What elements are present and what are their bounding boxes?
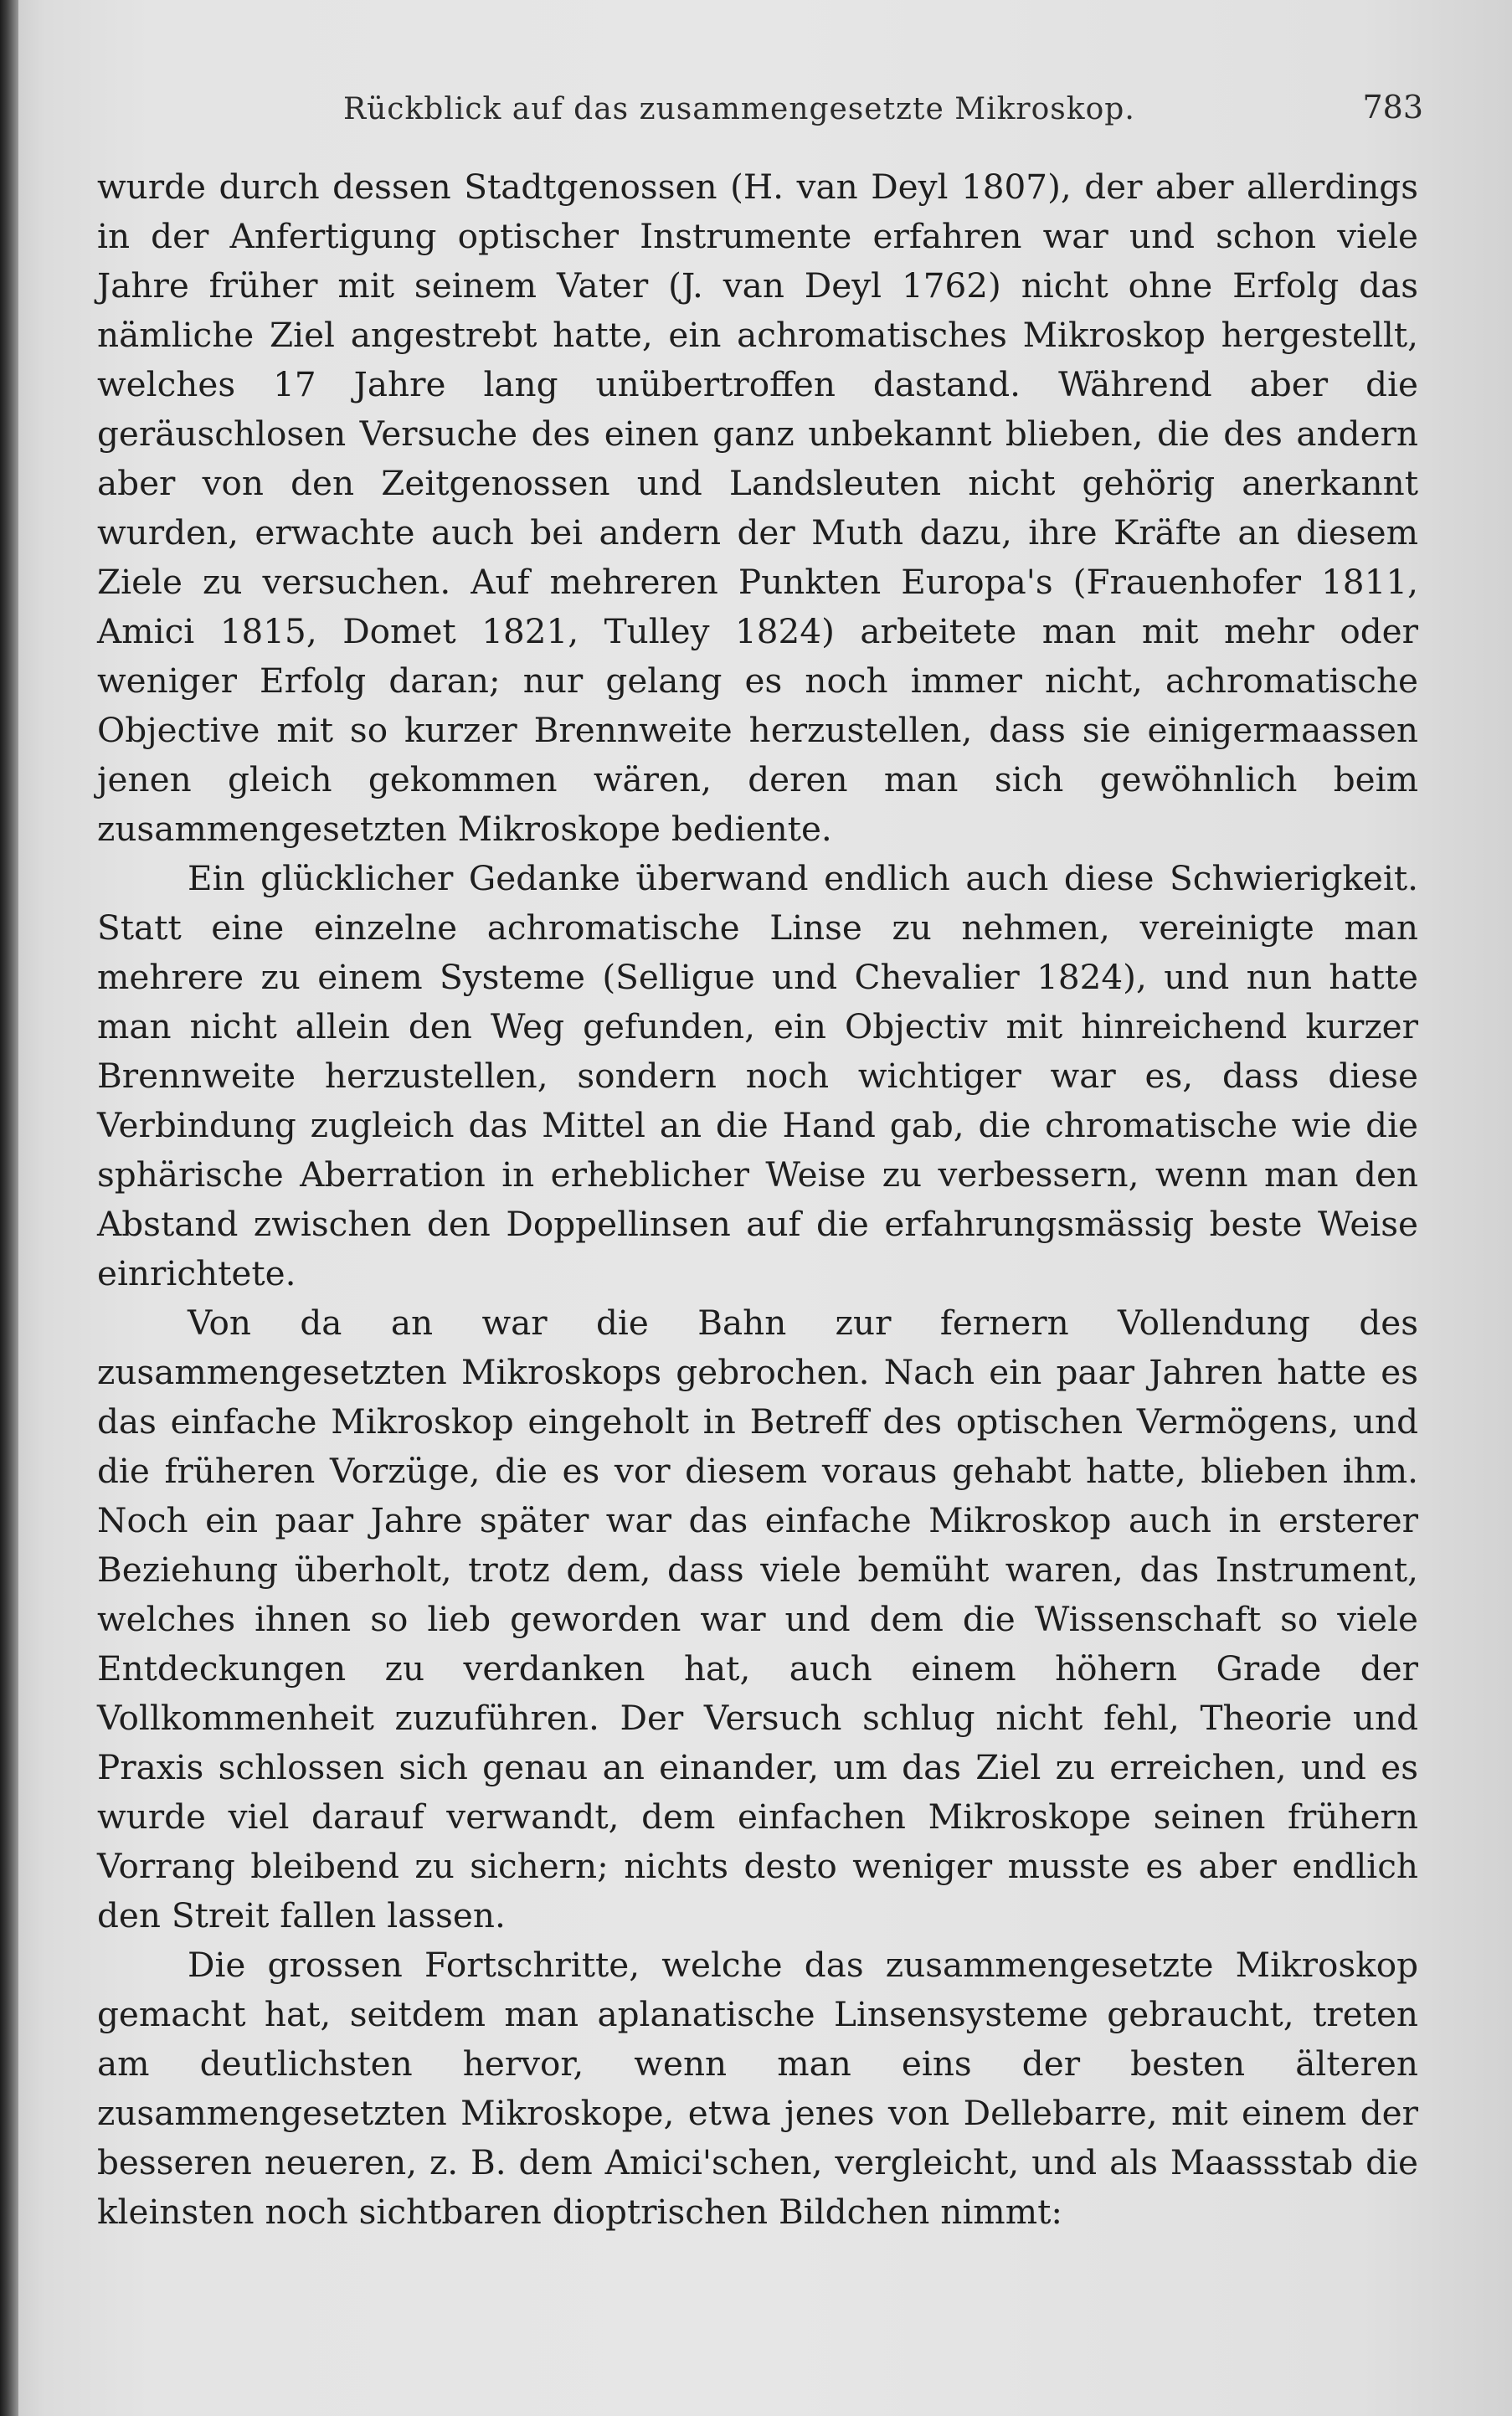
- paragraph-2: Ein glücklicher Gedanke überwand endlich auch diese Schwierigkeit. Statt eine einzelne achromatische Linse zu nehmen, vereinigte man mehrere zu einem Systeme (Selligue und Chevalier 1824), und nun hatte man nicht allein den Weg gefunden, ein Objectiv mit hinreichend kurzer Brennweite herzustellen, sondern noch wichtiger war es, dass diese Verbindung zugleich das Mittel an die Hand gab, die chromatische wie die sphärische Aberration in erheblicher Weise zu verbessern, wenn man den Abstand zwischen den Doppellinsen auf die erfahrungsmässig beste Weise einrichtete.: [97, 858, 1418, 1293]
- book-spine-shadow: [0, 0, 18, 2416]
- paragraph-4: Die grossen Fortschritte, welche das zusammengesetzte Mikroskop gemacht hat, seitdem man aplanatische Linsensysteme gebraucht, treten am deutlichsten hervor, wenn man eins der besten älteren zusammengesetzten Mikroskope, etwa jenes von Dellebarre, mit einem der besseren neueren, z. B. dem Amici'schen, vergleicht, und als Maassstab die kleinsten noch sichtbaren dioptrischen Bildchen nimmt:: [97, 1945, 1418, 2232]
- page-number: 783: [1362, 89, 1423, 126]
- page-header: [100, 80, 1423, 131]
- paragraph-1: wurde durch dessen Stadtgenossen (H. van Deyl 1807), der aber allerdings in der Anfertigung optischer Instrumente erfahren war und schon viele Jahre früher mit seinem Vater (J. van Deyl 1762) nicht ohne Erfolg das nämliche Ziel angestrebt hatte, ein achromatisches Mikroskop hergestellt, welches 17 Jahre lang unübertroffen dastand. Während aber die geräuschlosen Versuche des einen ganz unbekannt blieben, die des andern aber von den Zeitgenossen und Landsleuten nicht gehörig anerkannt wurden, erwachte auch bei andern der Muth dazu, ihre Kräfte an diesem Ziele zu versuchen. Auf mehreren Punkten Europa's (Frauenhofer 1811, Amici 1815, Domet 1821, Tulley 1824) arbeitete man mit mehr oder weniger Erfolg daran; nur gelang es noch immer nicht, achromatische Objective mit so kurzer Brennweite herzustellen, dass sie einigermaassen jenen gleich gekommen wären, deren man sich gewöhnlich beim zusammengesetzten Mikroskope bediente.: [97, 167, 1418, 849]
- paragraph-3: Von da an war die Bahn zur fernern Vollendung des zusammengesetzten Mikroskops gebrochen. Nach ein paar Jahren hatte es das einfache Mikroskop eingeholt in Betreff des optischen Vermögens, und die früheren Vorzüge, die es vor diesem voraus gehabt hatte, blieben ihm. Noch ein paar Jahre später war das einfache Mikroskop auch in ersterer Beziehung überholt, trotz dem, dass viele bemüht waren, das Instrument, welches ihnen so lieb geworden war und dem die Wissenschaft so viele Entdeckungen zu verdanken hat, auch einem höhern Grade der Vollkommenheit zuzuführen. Der Versuch schlug nicht fehl, Theorie und Praxis schlossen sich genau an einander, um das Ziel zu erreichen, und es wurde viel darauf verwandt, dem einfachen Mikroskope seinen frühern Vorrang bleibend zu sichern; nichts desto weniger musste es aber endlich den Streit fallen lassen.: [97, 1303, 1418, 1935]
- body-text: [97, 162, 1418, 2237]
- running-head: Rückblick auf das zusammengesetzte Mikroskop.: [343, 92, 1135, 126]
